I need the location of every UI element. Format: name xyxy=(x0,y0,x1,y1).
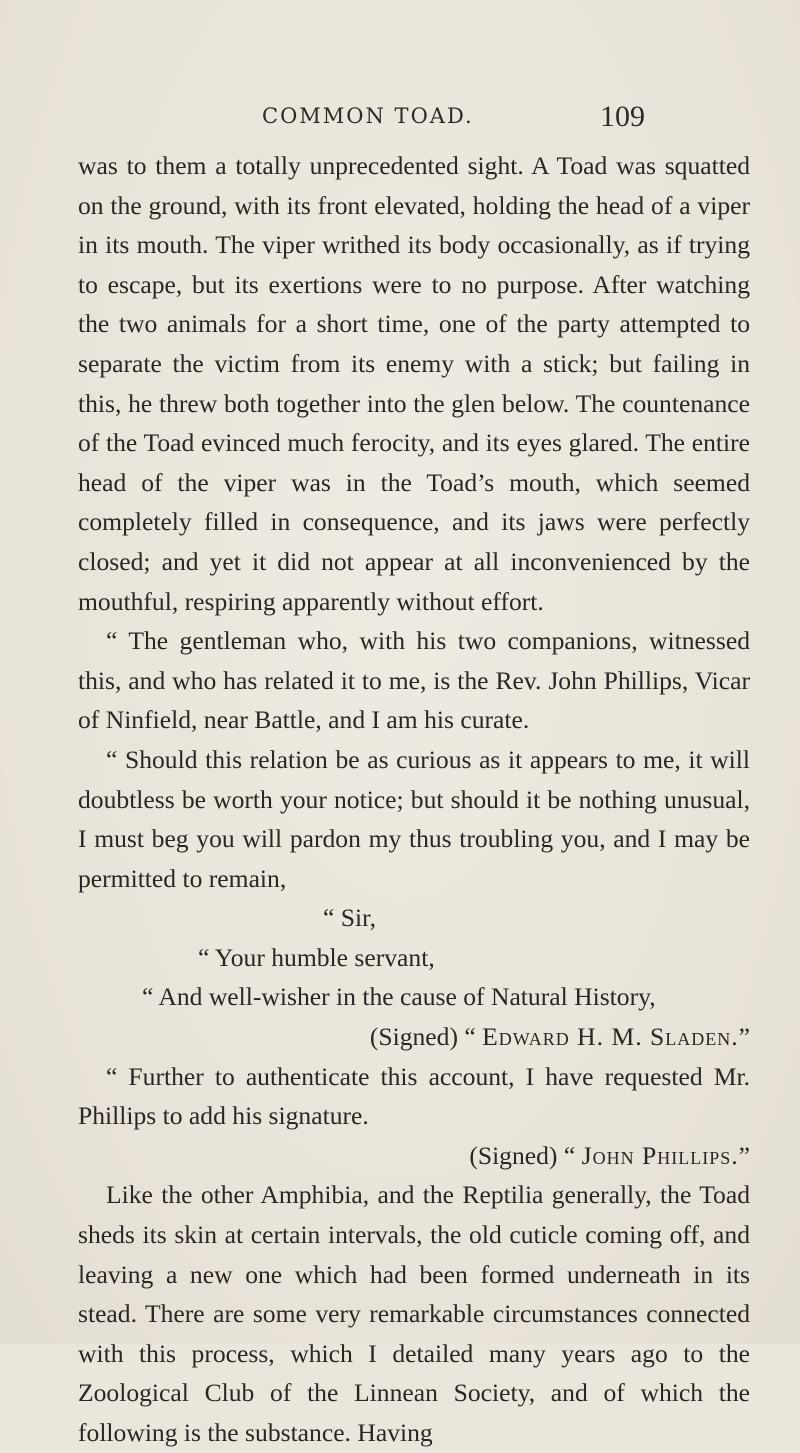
closing-well-wisher: “ And well-wisher in the cause of Natural History, xyxy=(142,982,656,1012)
signed-prefix: (Signed) “ xyxy=(369,1022,483,1052)
signature-phillips xyxy=(78,1136,750,1176)
signer-name: Edward H. M. Sladen. xyxy=(482,1022,739,1052)
salutation-sir: “ Sir, xyxy=(323,903,376,933)
running-head: COMMON TOAD. xyxy=(262,104,474,128)
signature-sladen xyxy=(78,1017,750,1057)
paragraph-request: “ Should this relation be as curious as it appears to me, it will doubtless be worth your notice; but should it be nothing unusual, I must beg you will pardon my thus troubling you, and I may be permitted to remain, xyxy=(78,744,750,893)
paragraph-authenticate: “ Further to authenticate this account, I have requested Mr. Phillips to add his signature. xyxy=(78,1061,750,1131)
paragraph-witness: “ The gentleman who, with his two companions, witnessed this, and who has related it to me, is the Rev. John Phillips, Vicar of Ninfield, near Battle, and I am his curate. xyxy=(78,626,750,735)
body-text xyxy=(78,146,750,1453)
signed-suffix: ” xyxy=(738,1140,750,1170)
signed-prefix: (Signed) “ xyxy=(469,1140,582,1170)
page-header xyxy=(0,100,800,140)
page-number: 109 xyxy=(600,100,645,133)
paragraph-skin-shedding: Like the other Amphibia, and the Reptilia generally, the Toad sheds its skin at certain intervals, the old cuticle coming off, and leaving a new one which had been formed underneath in its stead. There are some very remarkable circumstances connected with this process, which I detailed many years ago to the Zoological Club of the Linnean Society, and of which the following is the substance. Having xyxy=(78,1180,750,1447)
signer-name: John Phillips. xyxy=(581,1140,739,1170)
closing-servant: “ Your humble servant, xyxy=(198,942,435,972)
paragraph-viper-account: was to them a totally unprecedented sight. A Toad was squatted on the ground, with its front elevated, holding the head of a viper in its mouth. The viper writhed its body occasionally, as if trying to escape, but its exertions were to no purpose. After watching the two animals for a short time, one of the party attempted to separate the victim from its enemy with a stick; but failing in this, he threw both together into the glen below. The countenance of the Toad evinced much ferocity, and its eyes glared. The entire head of the viper was in the Toad’s mouth, which seemed completely filled in consequence, and its jaws were perfectly closed; and yet it did not appear at all inconvenienced by the mouthful, respiring apparently without effort. xyxy=(78,151,750,616)
signed-suffix: ” xyxy=(738,1022,750,1052)
